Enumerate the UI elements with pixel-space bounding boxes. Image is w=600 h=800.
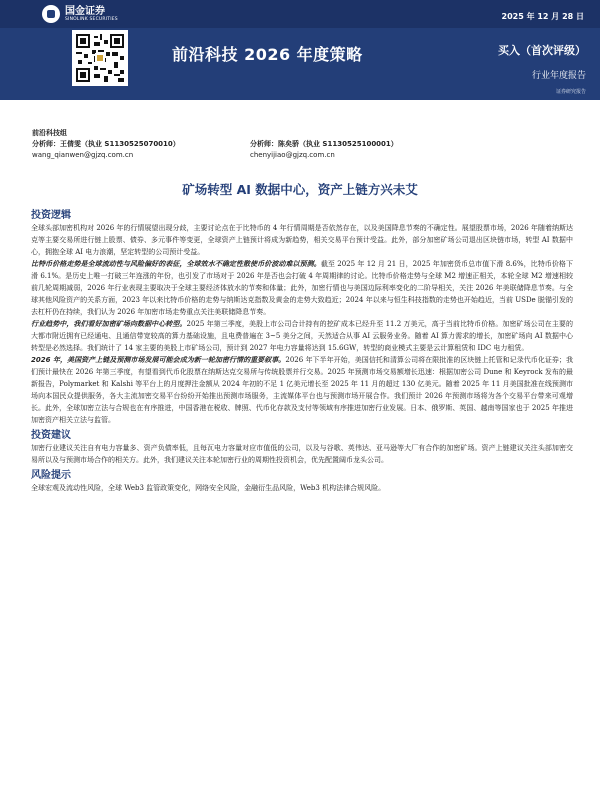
- paragraph-lead: 2026 年，美国资产上链及预测市场发展可能会成为新一轮加密行情的重要叙事。: [31, 356, 286, 364]
- paragraph: 2026 年，美国资产上链及预测市场发展可能会成为新一轮加密行情的重要叙事。2026 年下半年开始，美国信托和清算公司将在限批准的区块链上托管和记录代币化证券；我们预计最快在 2026 年第三季度，有望看到代币化股票在纳斯达克交易所与传统股票并行交易。2025 年预测市场交易额增长迅速：根据加密公司 Dune 和 Keyrock 发布的最新报告，Polymarket 和 Kalshi 等平台上的月度押注金额从 2024 年初的不足 1 亿美元增长至 2025 年 11 月的超过 130 亿美元。随着 2025 年 11 月美国批准在线预测市场向本国民众提供服务，各大主流加密交易平台纷纷开始推出预测市场服务，主流媒体平台也与预测市场开展合作。我们预计 2026 年预测市场将为各个交易平台带来可观增长。此外，全球加密立法与合规也在有序推进，中国香港在税收、牌照、代币化存款及支付等领域有序推进加密行业发展。日本、俄罗斯、英国、越南等国家也于 2025 年推进加密资产相关立法与监管。: [31, 356, 573, 424]
- analyst-1: [32, 139, 250, 161]
- report-date: 2025 年 12 月 28 日: [501, 12, 584, 21]
- logo-name-en: SINOLINK SECURITIES: [65, 16, 118, 22]
- section-heading: 风险提示: [31, 470, 71, 481]
- section-heading: 投资建议: [31, 430, 71, 441]
- analyst-name: 分析师：王倩雯（执业 S1130525070010）: [32, 140, 180, 148]
- report-body: [31, 206, 573, 494]
- paragraph-lead: 比特币价格走势是全球流动性与风险偏好的表征，全球效水不确定性散使币价波动难以预测。: [31, 260, 321, 268]
- report-title: 前沿科技 2026 年度策略: [172, 45, 363, 64]
- analyst-email: chenyijiao@gjzq.com.cn: [250, 151, 335, 159]
- paragraph: 加密行业建议关注自有电力容量多、资产负债率低，且每瓦电力容量对应市值低的公司，以及与谷歌、英伟达、亚马逊等大厂有合作的加密矿场。资产上链建议关注头部加密交易所以及与预测市场合作的相关方。此外，我们建议关注本轮加密行业的周期性投资机会，优先配置阔币龙头公司。: [31, 444, 573, 464]
- report-type: 行业年度报告: [531, 71, 586, 81]
- logo-icon: [42, 5, 60, 23]
- logo-name-cn: 国金证券: [65, 5, 105, 17]
- report-department: 证券研究报告: [555, 89, 586, 95]
- analyst-email: wang_qianwen@gjzq.com.cn: [32, 151, 134, 159]
- paragraph: 行业趋势中，我们看好加密矿场向数据中心转型。2025 年第三季度，美股上市公司合计持有的挖矿成本已经升至 11.2 万美元，高于当前比特币价格。加密矿场公司在主要的大都市附近拥有已经通电、且通信带宽较高的算力基础设施，且电费普遍在 3~5 美分之间，天然适合从事 AI 云服务业务。随着 AI 算力需求的增长，加密矿场向 AI 数据中心转型是必然选择。我们统计了 14 家主要的美股上市矿场公司，预计到 2027 年电力容量将达到 15.6GW，转型的商业模式主要是云计算租赁和 IDC 电力租赁。: [31, 320, 573, 352]
- analyst-info: [32, 128, 572, 161]
- paragraph: 全球头部加密机构对 2026 年的行情展望出现分歧，主要讨论点在于比特币的 4 年行情周期是否依然存在，以及美国降息节奏的不确定性。展望股票市场，2026 年随着纳斯达克等主要交易所进行链上股票、债券、多元事件等变更，全球资产上链预计将成为新趋势，相关交易平台预计受益。此外，部分加密矿场公司退出区块链市场，转型 AI 数据中心，拥抱全球 AI 电力浪潮，坚定转型的公司预计受益。: [31, 224, 573, 256]
- qr-code-icon: [72, 30, 128, 86]
- analyst-name: 分析师：陈矣骄（执业 S1130525100001）: [250, 140, 398, 148]
- brand-logo: [42, 5, 118, 23]
- section-heading: 投资逻辑: [31, 210, 71, 221]
- analyst-2: [250, 139, 468, 161]
- report-subtitle: 矿场转型 AI 数据中心，资产上链方兴未艾: [182, 182, 418, 197]
- paragraph: 比特币价格走势是全球流动性与风险偏好的表征，全球效水不确定性散使币价波动难以预测。截至 2025 年 12 月 21 日，2025 年加密货币总市值下滑 8.6%，比特币价格下滑 6.1%。是历史上唯一打破三年连涨的年份，也引发了市场对于 2026 年是否也会打破 4 年周期律的讨论。比特币价格走势与全球 M2 增速正相关，本轮全球 M2 增速相较前几轮周期减弱，2026 年行业表现主要取决于全球主要经济体放水的节奏和体量；此外，加密行情也与美国边际利率变化的二阶导相关，关注 2026 年美联储降息节奏。与全球其他风险资产的关系方面，2023 年以来比特币价格的走势与纳斯达克指数及黄金的走势大致趋近；2024 年以来与恒生科技指数的走势也开始趋近，当前 USDe 脱锚引发的去杠杆仍在持续，我们认为 2026 年加密市场走势重点关注美联储降息节奏。: [31, 260, 573, 316]
- team-name: 前沿科技组: [32, 129, 67, 137]
- report-header: [0, 0, 600, 100]
- rating-label: 买入（首次评级）: [498, 44, 586, 57]
- paragraph: 全球宏观及流动性风险，全球 Web3 监管政策变化，网络安全风险，金融衍生品风险，Web3 机构法律合规风险。: [31, 484, 386, 492]
- paragraph-lead: 行业趋势中，我们看好加密矿场向数据中心转型。: [31, 320, 187, 328]
